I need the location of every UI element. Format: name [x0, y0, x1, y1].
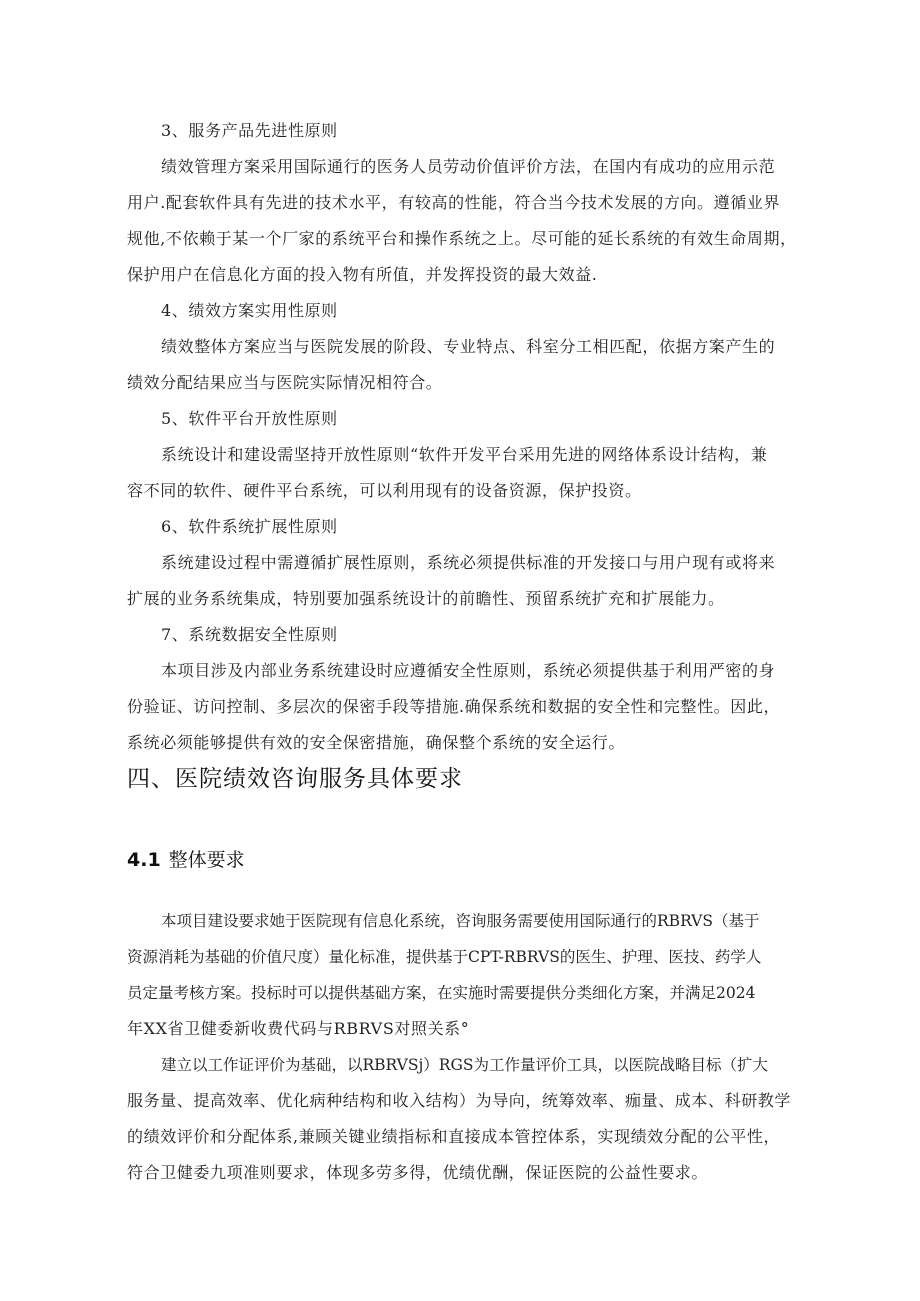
item-6-body-line: 扩展的业务系统集成，特别要加强系统设计的前瞻性、预留系统扩充和扩展能力。	[127, 589, 725, 608]
para-1-line: 年XX省卫健委新收费代码与RBRVS对照关系°	[127, 1019, 470, 1038]
item-5-body-line: 系统设计和建设需坚持开放性原则“软件开发平台采用先进的网络体系设计结构，兼	[161, 445, 768, 464]
item-7-body-line: 系统必须能够提供有效的安全保密措施，确保整个系统的安全运行。	[127, 733, 626, 752]
para-2-line: 符合卫健委九项准则要求，体现多劳多得，优绩优酬，保证医院的公益性要求。	[127, 1163, 709, 1182]
item-3-body-line: 保护用户在信息化方面的投入物有所值，并发挥投资的最大效益.	[127, 265, 598, 284]
para-2-line: 建立以工作证评价为基础，以RBRVSj）RGS为工作量评价工具，以医院战略目标（扩大	[161, 1056, 768, 1074]
subsection-heading-4-1	[127, 847, 245, 873]
subsection-title: 整体要求	[168, 849, 245, 871]
para-1-line: 本项目建设要求她于医院现有信息化系统，咨询服务需要使用国际通行的RBRVS（基于	[161, 912, 760, 930]
item-4-body-line: 绩效整体方案应当与医院发展的阶段、专业特点、科室分工相匹配，依据方案产生的	[161, 337, 776, 356]
para-1-line: 资源消耗为基础的价值尺度）量化标准，提供基于CPT-RBRVS的医生、护理、医技、药学人	[127, 948, 762, 966]
para-1-line: 员定量考核方案。投标时可以提供基础方案，在实施时需要提供分类细化方案，并满足2024	[127, 984, 756, 1002]
item-3-title: 3、服务产品先进性原则	[161, 121, 338, 140]
item-5-body-line: 容不同的软件、硬件平台系统，可以利用现有的设备资源，保护投资。	[127, 481, 642, 500]
item-4-title: 4、绩效方案实用性原则	[161, 301, 338, 320]
item-6-title: 6、软件系统扩展性原则	[161, 517, 338, 536]
item-4-body-line: 绩效分配结果应当与医院实际情况相符合。	[127, 373, 443, 392]
item-7-body-line: 份验证、访问控制、多层次的保密手段等措施.确保系统和数据的安全性和完整性。因此，	[127, 697, 781, 716]
subsection-number: 4.1	[127, 849, 161, 871]
para-2-line: 服务量、提高效率、优化病种结构和收入结构）为导向，统筹效率、痂量、成本、科研教学	[127, 1091, 792, 1110]
section-heading-4: 四、医院绩效咨询服务具体要求	[127, 766, 463, 792]
item-3-body-line: 用户.配套软件具有先进的技术水平，有较高的性能，符合当今技术发展的方向。遵循业界	[127, 193, 781, 212]
item-3-body-line: 规他,不依赖于某一个厂家的系统平台和操作系统之上。尽可能的延长系统的有效生命周期，	[127, 229, 797, 248]
item-3-body-line: 绩效管理方案采用国际通行的医务人员劳动价值评价方法，在国内有成功的应用示范	[161, 157, 776, 176]
item-5-title: 5、软件平台开放性原则	[161, 409, 338, 428]
item-7-title: 7、系统数据安全性原则	[161, 625, 338, 644]
para-2-line: 的绩效评价和分配体系,兼顾关键业绩指标和直接成本管控体系，实现绩效分配的公平性，	[127, 1127, 781, 1146]
item-6-body-line: 系统建设过程中需遵循扩展性原则，系统必须提供标准的开发接口与用户现有或将来	[161, 553, 776, 572]
item-7-body-line: 本项目涉及内部业务系统建设时应遵循安全性原则，系统必须提供基于利用严密的身	[161, 661, 776, 680]
